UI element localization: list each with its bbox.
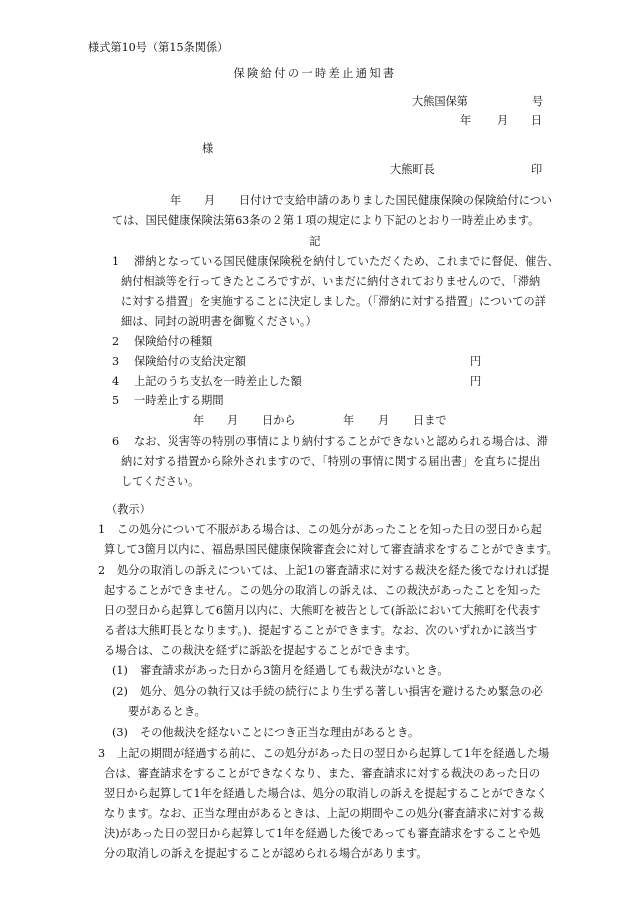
item-line: 上記のうち支払を一時差止した額	[134, 375, 302, 388]
doc-number-suffix: 号	[532, 95, 544, 108]
item-line: 保険給付の支給決定額	[134, 355, 246, 368]
item-line: 保険給付の種類	[134, 335, 213, 348]
notice-line: る場合は、この裁決を経ずに訴訟を提起することができます。	[104, 644, 417, 657]
date-month: 月	[497, 114, 509, 127]
notice-line: 翌日から起算して1年を経過した場合は、処分の取消しの訴えを提起することができなく	[104, 787, 548, 800]
item-line: 細は、同封の説明書を御覧ください。）	[121, 315, 317, 328]
form-number: 様式第10号（第15条関係）	[88, 41, 229, 54]
item-number: 3	[112, 355, 120, 368]
item-line: なお、災害等の特別の事情により納付することができないと認められる場合は、滞	[134, 435, 548, 448]
seal-mark: 印	[531, 163, 543, 176]
issuer: 大熊町長	[390, 163, 435, 176]
item-number: 2	[112, 335, 120, 348]
item-number: 6	[112, 435, 120, 448]
notice-line: 上記の期間が経過する前に、この処分があった日の翌日から起算して1年を経過した場	[117, 747, 550, 760]
notice-number: 3	[98, 747, 106, 760]
ki-heading: 記	[309, 235, 321, 248]
notice-number: 2	[98, 564, 106, 577]
intro-line-2: ては、国民健康保険法第63条の２第１項の規定により下記のとおり一時差止めます。	[112, 214, 540, 227]
yen-unit: 円	[470, 375, 482, 388]
sub-item-line: 要があるとき。	[128, 705, 206, 718]
intro-month: 月	[204, 194, 216, 207]
notice-heading: （教示）	[106, 503, 151, 516]
item-number: 4	[112, 375, 120, 388]
intro-line-1: 日付けで支給申請のありました国民健康保険の保険給付につい	[239, 194, 553, 207]
item-number: 5	[112, 394, 120, 407]
sub-item-line: 処分、処分の執行又は手続の続行により生ずる著しい損害を避けるため緊急の必	[140, 685, 543, 698]
notice-line: この処分について不服がある場合は、この処分があったことを知った日の翌日から起	[117, 523, 542, 536]
period-to-year: 年	[343, 414, 355, 427]
yen-unit: 円	[470, 355, 482, 368]
sub-item-number: (2)	[112, 685, 128, 698]
notice-line: 日の翌日から起算して6箇月以内に、大熊町を被告として(訴訟において大熊町を代表す	[104, 604, 541, 617]
notice-line: る者は大熊町長となります。)、提起することができます。なお、次のいずれかに該当す	[104, 624, 538, 637]
period-from-year: 年	[193, 414, 205, 427]
notice-line: 分の取消しの訴えを提起することが認められる場合があります。	[104, 847, 428, 860]
item-line: に対する措置」を実施することに決定しました。（「滞納に対する措置」についての詳	[121, 295, 546, 308]
date-year: 年	[460, 114, 472, 127]
item-number: 1	[112, 255, 120, 268]
period-from-day: 日から	[262, 414, 296, 427]
period-to-day: 日まで	[413, 414, 447, 427]
document-title: 保険給付の一時差止通知書	[233, 67, 397, 80]
notice-number: 1	[98, 523, 106, 536]
notice-line: 算して3箇月以内に、福島県国民健康保険審査会に対して審査請求をすることができます。	[104, 543, 558, 556]
item-line: 滞納となっている国民健康保険税を納付していただくため、これまでに督促、催告、	[134, 255, 559, 268]
period-from-month: 月	[227, 414, 239, 427]
notice-line: なります。なお、正当な理由があるときは、上記の期間やこの処分(審査請求に対する裁	[104, 807, 544, 820]
sub-item-line: その他裁決を経ないことにつき正当な理由があるとき。	[140, 726, 420, 739]
notice-line: 合は、審査請求をすることができなくなり、また、審査請求に対する裁決のあった日の	[104, 767, 541, 780]
addressee-suffix: 様	[202, 142, 214, 155]
date-day: 日	[531, 114, 543, 127]
item-line: 納付相談等を行ってきたところですが、いまだに納付されておりませんので、「滞納	[121, 275, 541, 288]
sub-item-line: 審査請求があった日から3箇月を経過しても裁決がないとき。	[140, 664, 449, 677]
notice-line: 処分の取消しの訴えについては、上記1の審査請求に対する裁決を経た後でなければ提	[117, 564, 550, 577]
notice-line: 決)があった日の翌日から起算して1年を経過した後であっても審査請求をすることや処	[104, 827, 541, 840]
item-line: してください。	[121, 475, 200, 488]
intro-year: 年	[170, 194, 182, 207]
item-line: 納に対する措置から除外されますので、「特別の事情に関する届出書」を直ちに提出	[121, 455, 541, 468]
sub-item-number: (1)	[112, 664, 128, 677]
period-to-month: 月	[378, 414, 390, 427]
sub-item-number: (3)	[112, 726, 128, 739]
notice-line: 起することができません。この処分の取消しの訴えは、この裁決があったことを知った	[104, 584, 541, 597]
item-line: 一時差止する期間	[134, 394, 224, 407]
doc-number-prefix: 大熊国保第	[412, 95, 468, 108]
